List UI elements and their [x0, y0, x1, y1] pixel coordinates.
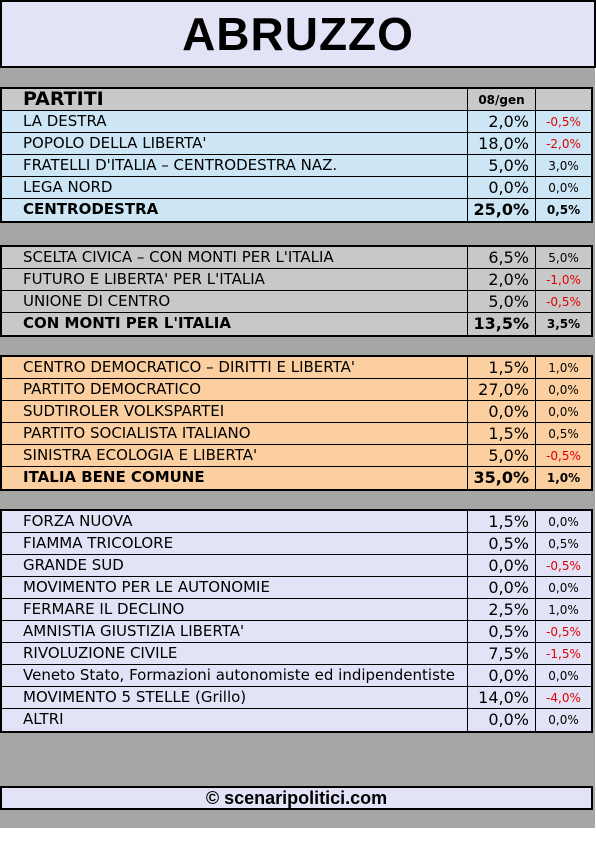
party-change: -4,0%	[536, 687, 591, 709]
party-row	[2, 133, 591, 155]
party-value: 0,0%	[468, 665, 536, 687]
party-row	[2, 445, 591, 467]
coalition-total-row	[2, 199, 591, 221]
party-row	[2, 291, 591, 313]
party-value: 6,5%	[468, 247, 536, 269]
party-change: -0,5%	[536, 555, 591, 577]
party-row	[2, 423, 591, 445]
coalition-value: 25,0%	[468, 199, 536, 221]
party-row	[2, 533, 591, 555]
party-row	[2, 177, 591, 199]
party-name: FUTURO E LIBERTA' PER L'ITALIA	[2, 269, 468, 291]
coalition-value: 13,5%	[468, 313, 536, 335]
party-name: CENTRO DEMOCRATICO – DIRITTI E LIBERTA'	[2, 357, 468, 379]
party-name: AMNISTIA GIUSTIZIA LIBERTA'	[2, 621, 468, 643]
party-name: MOVIMENTO 5 STELLE (Grillo)	[2, 687, 468, 709]
party-change: 0,0%	[536, 511, 591, 533]
party-value: 18,0%	[468, 133, 536, 155]
party-name: PARTITO DEMOCRATICO	[2, 379, 468, 401]
party-row	[2, 621, 591, 643]
coalition-value: 35,0%	[468, 467, 536, 489]
party-value: 7,5%	[468, 643, 536, 665]
coalition-total-row	[2, 467, 591, 489]
party-value: 14,0%	[468, 687, 536, 709]
party-change: -1,5%	[536, 643, 591, 665]
party-row	[2, 269, 591, 291]
party-change: 0,0%	[536, 665, 591, 687]
party-row	[2, 401, 591, 423]
party-change: -2,0%	[536, 133, 591, 155]
party-row	[2, 111, 591, 133]
party-name: UNIONE DI CENTRO	[2, 291, 468, 313]
party-name: SCELTA CIVICA – CON MONTI PER L'ITALIA	[2, 247, 468, 269]
coalition-change: 1,0%	[546, 471, 581, 485]
party-change: -0,5%	[536, 111, 591, 133]
party-value: 0,0%	[468, 555, 536, 577]
party-row	[2, 577, 591, 599]
party-change: 0,5%	[536, 533, 591, 555]
page-title: ABRUZZO	[182, 8, 414, 60]
section-table-4	[0, 509, 593, 733]
party-value: 0,0%	[468, 401, 536, 423]
party-name: LEGA NORD	[2, 177, 468, 199]
party-row	[2, 687, 591, 709]
party-change: 0,0%	[548, 713, 579, 727]
section-table-2	[0, 245, 593, 337]
party-value: 5,0%	[468, 155, 536, 177]
party-value: 5,0%	[468, 445, 536, 467]
coalition-change: 3,5%	[546, 317, 581, 331]
party-name: ALTRI	[2, 709, 468, 731]
party-value: 0,5%	[468, 621, 536, 643]
party-change: -1,0%	[536, 269, 591, 291]
party-name: FERMARE IL DECLINO	[2, 599, 468, 621]
party-value: 1,5%	[468, 357, 536, 379]
party-name: FIAMMA TRICOLORE	[2, 533, 468, 555]
party-name: SUDTIROLER VOLKSPARTEI	[2, 401, 468, 423]
party-value: 0,5%	[468, 533, 536, 555]
party-row	[2, 643, 591, 665]
section-table-3	[0, 355, 593, 491]
party-row	[2, 599, 591, 621]
party-change: 0,0%	[536, 177, 591, 199]
coalition-name: CENTRODESTRA	[2, 199, 468, 221]
party-name: POPOLO DELLA LIBERTA'	[2, 133, 468, 155]
party-row	[2, 379, 591, 401]
party-change: 0,0%	[536, 379, 591, 401]
party-name: RIVOLUZIONE CIVILE	[2, 643, 468, 665]
coalition-name: CON MONTI PER L'ITALIA	[2, 313, 468, 335]
party-value: 0,0%	[468, 177, 536, 199]
party-value: 1,5%	[468, 423, 536, 445]
party-row	[2, 555, 591, 577]
header-party-label: PARTITI	[2, 89, 468, 111]
party-name: SINISTRA ECOLOGIA E LIBERTA'	[2, 445, 468, 467]
title-banner	[0, 0, 596, 68]
party-value: 27,0%	[468, 379, 536, 401]
party-change: 1,0%	[536, 599, 591, 621]
party-value: 5,0%	[468, 291, 536, 313]
party-name: LA DESTRA	[2, 111, 468, 133]
party-change: 0,0%	[536, 401, 591, 423]
coalition-name: ITALIA BENE COMUNE	[2, 467, 468, 489]
party-value: 0,0%	[468, 709, 536, 731]
party-change: -0,5%	[536, 445, 591, 467]
party-change: 5,0%	[536, 247, 591, 269]
party-change: 0,0%	[536, 577, 591, 599]
party-change: 3,0%	[536, 155, 591, 177]
party-change: 1,0%	[536, 357, 591, 379]
party-change: 0,5%	[536, 423, 591, 445]
party-change: -0,5%	[536, 291, 591, 313]
party-row	[2, 357, 591, 379]
party-name: FORZA NUOVA	[2, 511, 468, 533]
party-row	[2, 511, 591, 533]
party-value: 0,0%	[468, 577, 536, 599]
party-name: PARTITO SOCIALISTA ITALIANO	[2, 423, 468, 445]
header-change-label	[536, 89, 591, 111]
section-table-1	[0, 87, 593, 223]
party-name: MOVIMENTO PER LE AUTONOMIE	[2, 577, 468, 599]
party-value: 2,0%	[468, 269, 536, 291]
party-name: GRANDE SUD	[2, 555, 468, 577]
party-value: 2,5%	[468, 599, 536, 621]
table-header-row	[2, 89, 591, 111]
party-value: 1,5%	[468, 511, 536, 533]
party-row	[2, 155, 591, 177]
party-row	[2, 247, 591, 269]
party-value: 2,0%	[468, 111, 536, 133]
party-change: -0,5%	[536, 621, 591, 643]
coalition-change: 0,5%	[546, 203, 581, 217]
party-name: Veneto Stato, Formazioni autonomiste ed indipendentiste	[2, 665, 468, 687]
party-row	[2, 665, 591, 687]
header-date-label: 08/gen	[468, 89, 536, 111]
coalition-total-row	[2, 313, 591, 335]
footer-credit: © scenaripolitici.com	[0, 786, 593, 810]
party-name: FRATELLI D'ITALIA – CENTRODESTRA NAZ.	[2, 155, 468, 177]
party-row	[2, 709, 591, 731]
